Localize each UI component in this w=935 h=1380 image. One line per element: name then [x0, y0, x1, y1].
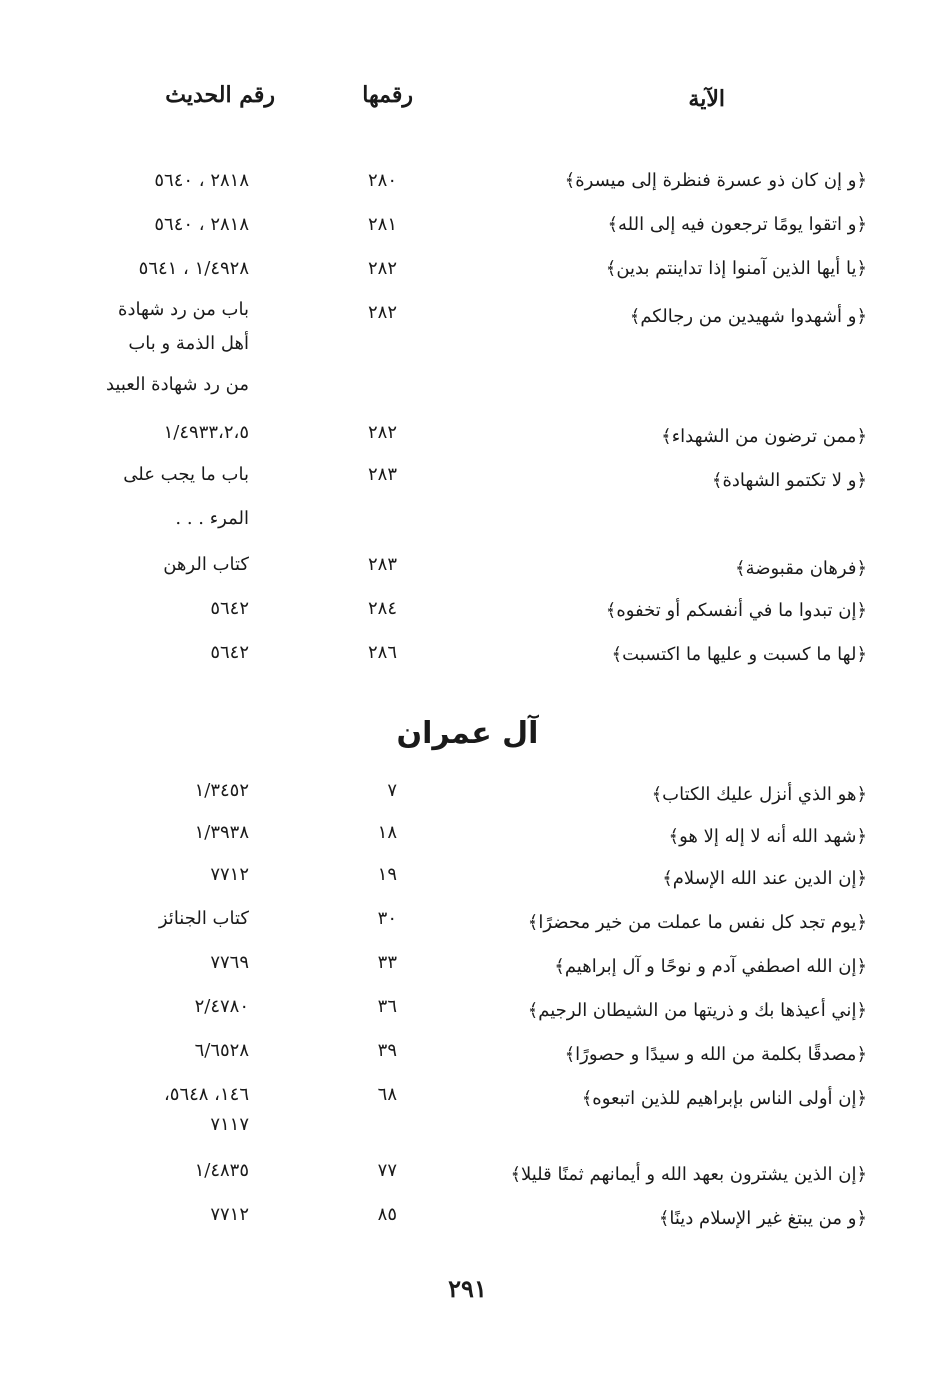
- hadith-ref: [79, 638, 249, 668]
- hadith-line: ١٤٦، ٥٦٤٨،: [163, 1084, 249, 1105]
- hadith-line: ٥٦٤٢: [210, 598, 249, 619]
- hadith-ref: [79, 1200, 249, 1230]
- table-header: [0, 82, 935, 122]
- header-number: رقمها: [362, 82, 413, 108]
- hadith-ref: [79, 210, 249, 240]
- ayah-text: ﴿هو الذي أنزل عليك الكتاب﴾: [651, 784, 867, 805]
- ayah-number: ٧: [387, 780, 397, 801]
- hadith-line: ٧٧١٢: [210, 864, 249, 885]
- ayah-text: ﴿مصدقًا بكلمة من الله و سيدًا و حصورًا﴾: [564, 1044, 867, 1065]
- ayah-text: ﴿شهد الله أنه لا إله إلا هو﴾: [668, 826, 867, 847]
- hadith-ref: [79, 992, 249, 1022]
- ayah-number: ٢٨٢: [367, 422, 397, 443]
- ayah-number: ٢٨٢: [367, 258, 397, 279]
- hadith-line: ٧٧٦٩: [210, 952, 249, 973]
- ayah-text: ﴿إني أعيذها بك و ذريتها من الشيطان الرجيم﴾: [527, 1000, 867, 1021]
- ayah-text: ﴿إن الدين عند الله الإسلام﴾: [662, 868, 867, 889]
- hadith-line: كتاب الرهن: [163, 554, 249, 575]
- ayah-number: ٢٨١: [367, 214, 397, 235]
- ayah-number: ١٨: [377, 822, 397, 843]
- hadith-ref: [79, 1036, 249, 1066]
- ayah-text: ﴿إن أولى الناس بإبراهيم للذين اتبعوه﴾: [581, 1088, 867, 1109]
- hadith-line: باب ما يجب على: [123, 464, 249, 485]
- hadith-line: من رد شهادة العبيد: [105, 374, 249, 395]
- hadith-ref: [79, 860, 249, 890]
- ayah-number: ٣٠: [377, 908, 397, 929]
- hadith-line: ٢٨١٨ ، ٥٦٤٠: [154, 170, 249, 191]
- hadith-ref: [79, 550, 249, 580]
- hadith-ref: [79, 460, 249, 548]
- section-title: آل عمران: [396, 716, 539, 751]
- ayah-text: ﴿و أشهدوا شهيدين من رجالكم﴾: [629, 306, 867, 327]
- hadith-ref: [79, 818, 249, 848]
- ayah-text: ﴿يا أيها الذين آمنوا إذا تداينتم بدين﴾: [605, 258, 867, 279]
- ayah-number: ٧٧: [377, 1160, 397, 1181]
- ayah-number: ٢٨٢: [367, 302, 397, 323]
- hadith-line: ٧١١٧: [210, 1114, 249, 1135]
- ayah-text: ﴿و اتقوا يومًا ترجعون فيه إلى الله﴾: [607, 214, 867, 235]
- hadith-ref: [79, 948, 249, 978]
- ayah-number: ١٩: [377, 864, 397, 885]
- ayah-number: ٣٦: [377, 996, 397, 1017]
- ayah-number: ٢٨٠: [367, 170, 397, 191]
- ayah-text: ﴿و من يبتغ غير الإسلام دينًا﴾: [658, 1208, 867, 1229]
- hadith-line: ١/٤٩٣٣،٢،٥: [163, 422, 249, 443]
- ayah-text: ﴿يوم تجد كل نفس ما عملت من خير محضرًا﴾: [527, 912, 867, 933]
- ayah-text: ﴿إن تبدوا ما في أنفسكم أو تخفوه﴾: [605, 600, 867, 621]
- ayah-number: ٢٨٦: [367, 642, 397, 663]
- ayah-text: ﴿ممن ترضون من الشهداء﴾: [661, 426, 867, 447]
- ayah-number: ٣٩: [377, 1040, 397, 1061]
- hadith-line: ٦/٦٥٢٨: [194, 1040, 249, 1061]
- ayah-number: ٢٨٣: [367, 464, 397, 485]
- hadith-line: كتاب الجنائز: [158, 908, 249, 929]
- ayah-number: ٦٨: [377, 1084, 397, 1105]
- hadith-line: ٢٨١٨ ، ٥٦٤٠: [154, 214, 249, 235]
- hadith-ref: [79, 1080, 249, 1140]
- ayah-text: ﴿و إن كان ذو عسرة فنظرة إلى ميسرة﴾: [564, 170, 867, 191]
- hadith-line: ٧٧١٢: [210, 1204, 249, 1225]
- hadith-ref: [79, 166, 249, 196]
- hadith-ref: [79, 1156, 249, 1186]
- ayah-text: ﴿فرهان مقبوضة﴾: [735, 558, 867, 579]
- hadith-line: ١/٤٩٢٨ ، ٥٦٤١: [138, 258, 249, 279]
- ayah-number: ٢٨٤: [367, 598, 397, 619]
- ayah-text: ﴿إن الله اصطفي آدم و نوحًا و آل إبراهيم﴾: [554, 956, 867, 977]
- hadith-line: ١/٣٤٥٢: [194, 780, 249, 801]
- ayah-text: ﴿و لا تكتمو الشهادة﴾: [711, 470, 867, 491]
- header-hadith: رقم الحديث: [165, 82, 275, 108]
- ayah-number: ٨٥: [377, 1204, 397, 1225]
- hadith-line: أهل الذمة و باب: [128, 333, 249, 354]
- ayah-text: ﴿إن الذين يشترون بعهد الله و أيمانهم ثمنًا قليلا﴾: [510, 1164, 867, 1185]
- hadith-ref: [79, 418, 249, 448]
- hadith-line: ١/٣٩٣٨: [194, 822, 249, 843]
- hadith-ref: [79, 292, 249, 410]
- hadith-line: ١/٤٨٣٥: [194, 1160, 249, 1181]
- page-number: ٢٩١: [448, 1274, 487, 1303]
- ayah-number: ٣٣: [377, 952, 397, 973]
- hadith-ref: [79, 254, 249, 284]
- hadith-line: ٢/٤٧٨٠: [194, 996, 249, 1017]
- hadith-ref: [79, 776, 249, 806]
- header-ayah: الآية: [688, 86, 725, 112]
- hadith-line: باب من رد شهادة: [118, 299, 249, 320]
- hadith-ref: [79, 594, 249, 624]
- hadith-line: المرء . . .: [175, 508, 249, 529]
- ayah-number: ٢٨٣: [367, 554, 397, 575]
- hadith-line: ٥٦٤٢: [210, 642, 249, 663]
- hadith-ref: [79, 904, 249, 934]
- ayah-text: ﴿لها ما كسبت و عليها ما اكتسبت﴾: [611, 644, 867, 665]
